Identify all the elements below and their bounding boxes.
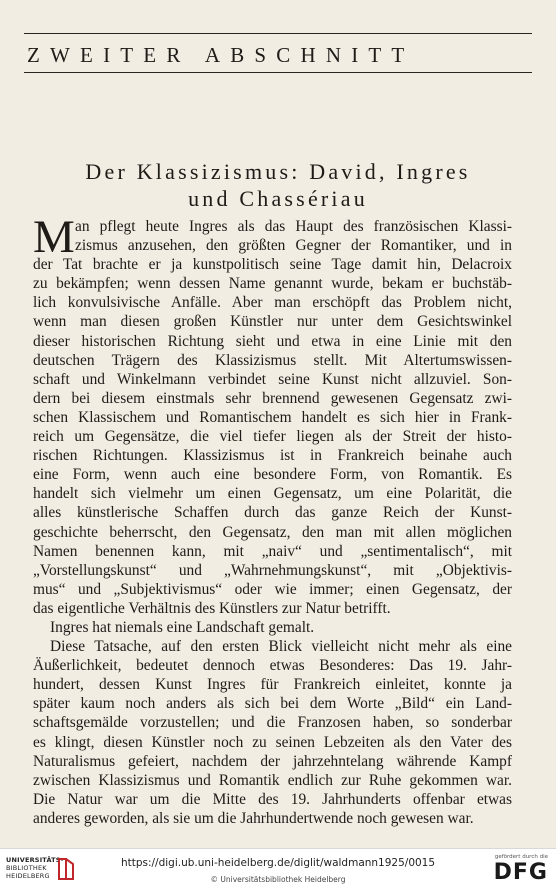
text-line: „Vorstellungskunst“ und „Wahrnehmungskunst“, mit „Objektivis- [33,561,512,579]
text-line: Die Natur war um die Mitte des 19. Jahrhunderts offenbar etwas [33,790,512,808]
text-line: Diese Tatsache, auf den ersten Blick vielleicht nicht mehr als eine [50,638,512,656]
text-line: deutschen Trägern des Klassizismus stellt. Mit Altertumswissen- [33,351,512,369]
text-line: Äußerlichkeit, bedeutet dennoch etwas Besonderes: Das 19. Jahr- [33,657,512,675]
dfg-logo[interactable] [492,853,548,885]
text-line: Namen benennen kann, mit „naiv“ und „sentimentalisch“, mit [33,542,512,560]
text-line: Ingres hat niemals eine Landschaft gemalt. [50,618,315,636]
chapter-title [0,158,556,212]
text-line: der Tat brachte er ja kunstpolitisch seine Tage damit hin, Delacroix [33,256,512,274]
dfg-logo-text: DFG [493,860,548,885]
body-text [33,211,512,828]
copyright-notice: © Universitätsbibliothek Heidelberg [210,875,346,884]
text-line: schaftsgemälde vorzustellen; und die Franzosen haben, so sonderbar [33,714,512,732]
text-line: schaft und Winkelmann verbindet seine Kunst nicht allzuviel. Son- [33,370,512,388]
text-line: zwischen Klassizismus und Romantik endlich zur Ruhe gekommen war. [33,771,512,789]
text-line: wenn man diesen großen Künstler nur unter dem Gesichtswinkel [33,313,512,331]
text-line: reich um Gegensätze, die viel tiefer liegen als der Streit der histo- [33,428,512,446]
text-line: das eigentliche Verhältnis des Künstlers zur Natur betrifft. [33,599,391,617]
library-name-line-2: BIBLIOTHEK [6,864,47,872]
text-line: später kaum noch anders als sich bei dem Worte „Bild“ ein Land- [33,695,512,713]
text-line: es klingt, diesen Künstler noch zu seinen Lebzeiten als den Vater des [33,733,512,751]
text-line: Naturalismus gefeiert, nachdem der jahrzehntelang währende Kampf [33,752,512,770]
text-line: an pflegt heute Ingres als das Haupt des französischen Klassi- [75,218,512,235]
text-line: lich konvulsivische Anfälle. Aber man erschöpft das Problem nicht, [33,294,512,312]
page-url-link[interactable]: https://digi.ub.uni-heidelberg.de/diglit/waldmann1925/0015 [120,857,436,869]
text-line: zismus anzusehen, den größten Gegner der Romantiker, und in [75,237,512,255]
drop-cap: M [33,211,75,263]
text-line: mus“ und „Subjektivismus“ oder wie immer; einen Gegensatz, der [33,580,512,598]
chapter-title-line-1: Der Klassizismus: David, Ingres [85,159,471,184]
bottom-rule [24,72,532,73]
text-line: dieser historischen Richtung sieht und etwa in eine Linie mit den [33,332,512,350]
text-line: schen Klassischem und Romantischem handelt es sich hier in Frank- [33,408,512,426]
library-name-line-1: UNIVERSITÄTS- [6,856,64,864]
text-line: rischen Richtungen. Klassizismus ist in Frankreich beinahe auch [33,447,512,465]
sponsor-caption: gefördert durch die [494,854,548,860]
chapter-title-line-2: und Chassériau [188,186,368,211]
section-heading: ZWEITER ABSCHNITT [27,43,415,67]
text-line: geschichte beherrscht, den Gegensatz, den man mit allen möglichen [33,523,512,541]
footer-bar [0,848,556,891]
text-line: zu bekämpfen; wenn dessen Name genannt wurde, bekam er buchstäb- [33,275,512,293]
text-line: handelt sich vielmehr um einen Gegensatz, um eine Polarität, die [33,485,512,503]
text-line: anderes geworden, als sie um die Jahrhundertwende noch gewesen war. [33,809,474,827]
text-line: eine Form, wenn auch eine besondere Form, von Romantik. Es [33,466,512,484]
text-line: hundert, dessen Kunst Ingres für Frankreich einleitet, konnte ja [33,676,512,694]
text-line: alles künstlerische Schaffen durch das ganze Reich der Kunst- [33,504,512,522]
text-line: dern bei diesem einstmals sehr brennend gewesenen Gegensatz zwi- [33,389,512,407]
top-rule [24,33,532,34]
library-name-line-3: HEIDELBERG [6,872,50,880]
